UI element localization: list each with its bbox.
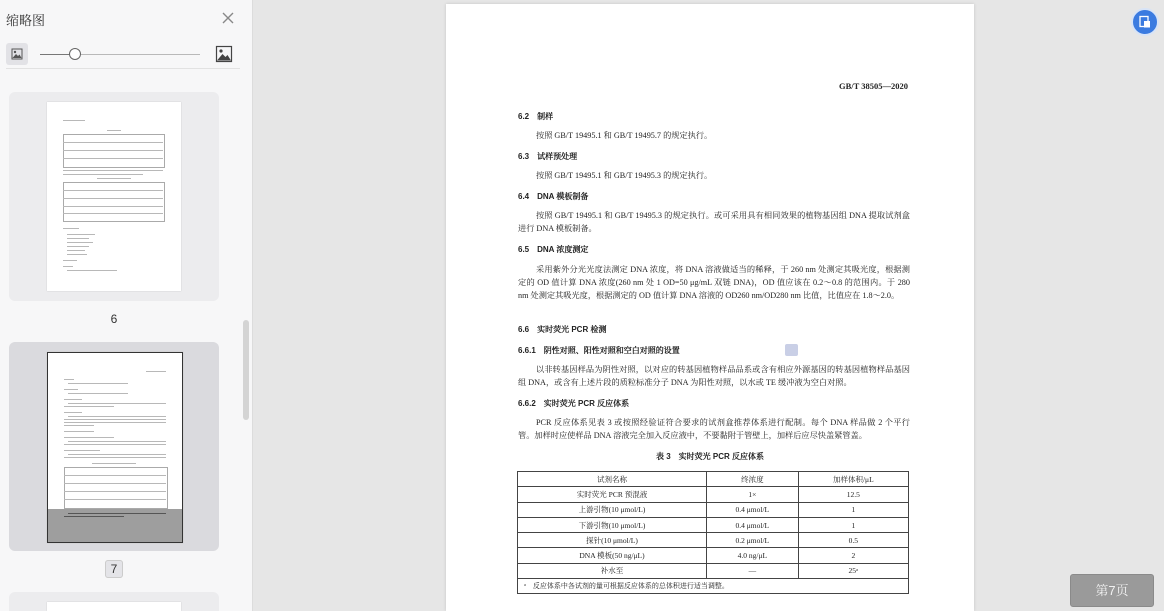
thumbnail-page-label: 7 xyxy=(9,562,219,576)
thumbnail-page-6[interactable] xyxy=(9,92,219,301)
table-header-cell: 终浓度 xyxy=(707,472,799,487)
section-heading: 6.4 DNA 模板制备 xyxy=(518,192,589,201)
table-cell: 25ᵃ xyxy=(798,563,908,578)
section-heading: 6.2 制样 xyxy=(518,112,554,121)
table-row xyxy=(518,563,909,578)
table-cell: 0.2 μmol/L xyxy=(707,533,799,548)
document-page xyxy=(446,4,974,611)
table-cell: 探针(10 μmol/L) xyxy=(518,533,707,548)
table-cell: 1× xyxy=(707,487,799,502)
sidebar-title: 缩略图 xyxy=(6,13,46,28)
image-large-icon[interactable] xyxy=(214,44,234,64)
table-cell: — xyxy=(707,563,799,578)
table-cell: 0.5 xyxy=(798,533,908,548)
table-caption: 表 3 实时荧光 PCR 反应体系 xyxy=(655,452,764,461)
table-cell: 补水至 xyxy=(518,563,707,578)
table-row xyxy=(518,517,909,532)
image-small-icon[interactable] xyxy=(6,43,28,65)
zoom-slider-handle[interactable] xyxy=(69,48,81,60)
table-header-cell: 试剂名称 xyxy=(518,472,707,487)
table-cell: 0.4 μmol/L xyxy=(707,517,799,532)
standard-number: GB/T 38505—2020 xyxy=(838,81,908,91)
section-heading: 6.3 试样预处理 xyxy=(518,152,578,161)
section-heading: 6.6.1 阴性对照、阳性对照和空白对照的设置 xyxy=(518,346,680,355)
table-cell: 下游引物(10 μmol/L) xyxy=(518,517,707,532)
thumbnail-page-image xyxy=(47,352,183,543)
table-header-cell: 加样体积/μL xyxy=(798,472,908,487)
table-cell: 0.4 μmol/L xyxy=(707,502,799,517)
close-icon[interactable] xyxy=(220,11,236,27)
table-cell: 4.0 ng/μL xyxy=(707,548,799,563)
table-header-row xyxy=(518,472,909,487)
document-convert-icon[interactable] xyxy=(1131,8,1159,36)
table-footnote: ᵃ 反应体系中各试剂的量可根据反应体系的总体积进行适当调整。 xyxy=(518,579,909,594)
thumbnail-page-label: 6 xyxy=(110,312,118,326)
section-heading: 6.5 DNA 浓度测定 xyxy=(518,245,589,254)
thumbnail-zoom-toolbar xyxy=(6,42,240,69)
page-indicator: 第7页 xyxy=(1070,574,1154,607)
section-heading: 6.6.2 实时荧光 PCR 反应体系 xyxy=(518,399,630,408)
thumbnail-page-7[interactable] xyxy=(9,342,219,551)
table-cell: 上游引物(10 μmol/L) xyxy=(518,502,707,517)
table-cell: 1 xyxy=(798,502,908,517)
thumbnail-sidebar xyxy=(0,0,253,611)
thumbnail-page-8[interactable] xyxy=(9,592,219,611)
table-cell: 12.5 xyxy=(798,487,908,502)
thumbnail-page-image xyxy=(47,102,181,291)
table-cell: 2 xyxy=(798,548,908,563)
section-paragraph: 按照 GB/T 19495.1 和 GB/T 19495.3 的规定执行。或可采用具有相同效果的植物基因组 DNA 提取试剂盒进行 DNA 模板制备。 xyxy=(518,211,910,233)
table-cell: 实时荧光 PCR 预混液 xyxy=(518,487,707,502)
section-paragraph: 按照 GB/T 19495.1 和 GB/T 19495.3 的规定执行。 xyxy=(536,171,713,180)
table-row xyxy=(518,502,909,517)
table-cell: DNA 模板(50 ng/μL) xyxy=(518,548,707,563)
table-row xyxy=(518,548,909,563)
section-paragraph: PCR 反应体系见表 3 或按照经验证符合要求的试剂盒推荐体系进行配制。每个 DNA 样品做 2 个平行管。加样时应使样品 DNA 溶液完全加入反应液中，不要黏附于管壁上，加样后应尽快盖紧管盖。 xyxy=(518,418,910,440)
section-paragraph: 按照 GB/T 19495.1 和 GB/T 19495.7 的规定执行。 xyxy=(536,131,713,140)
table-cell: 1 xyxy=(798,517,908,532)
table-footnote-row xyxy=(518,579,909,594)
section-paragraph: 以非转基因样品为阴性对照，以对应的转基因植物样品品系或含有相应外源基因的转基因植物样品基因组 DNA，或含有上述片段的质粒标准分子 DNA 为阳性对照，以水或 TE 缓冲液为空白对照。 xyxy=(518,365,910,387)
section-paragraph: 采用紫外分光光度法测定 DNA 浓度，将 DNA 溶液做适当的稀释，于 260 nm 处测定其吸光度，根据测定的 OD 值计算 DNA 浓度(260 nm 处 1 OD=50 μg/mL 双链 DNA)，OD 值应该在 0.2～0.8 的范围内。于 280 nm 处测定其吸光度，根据测定的 OD 值计算 DNA 溶液的 OD260 nm/OD280 nm 比值，比值应在 1.8～2.0。 xyxy=(518,265,910,300)
watermark-stamp-icon xyxy=(785,344,798,356)
table-row xyxy=(518,487,909,502)
section-heading: 6.6 实时荧光 PCR 检测 xyxy=(518,325,607,334)
sidebar-scrollbar[interactable] xyxy=(243,320,249,420)
reaction-system-table xyxy=(517,471,909,594)
table-row xyxy=(518,533,909,548)
